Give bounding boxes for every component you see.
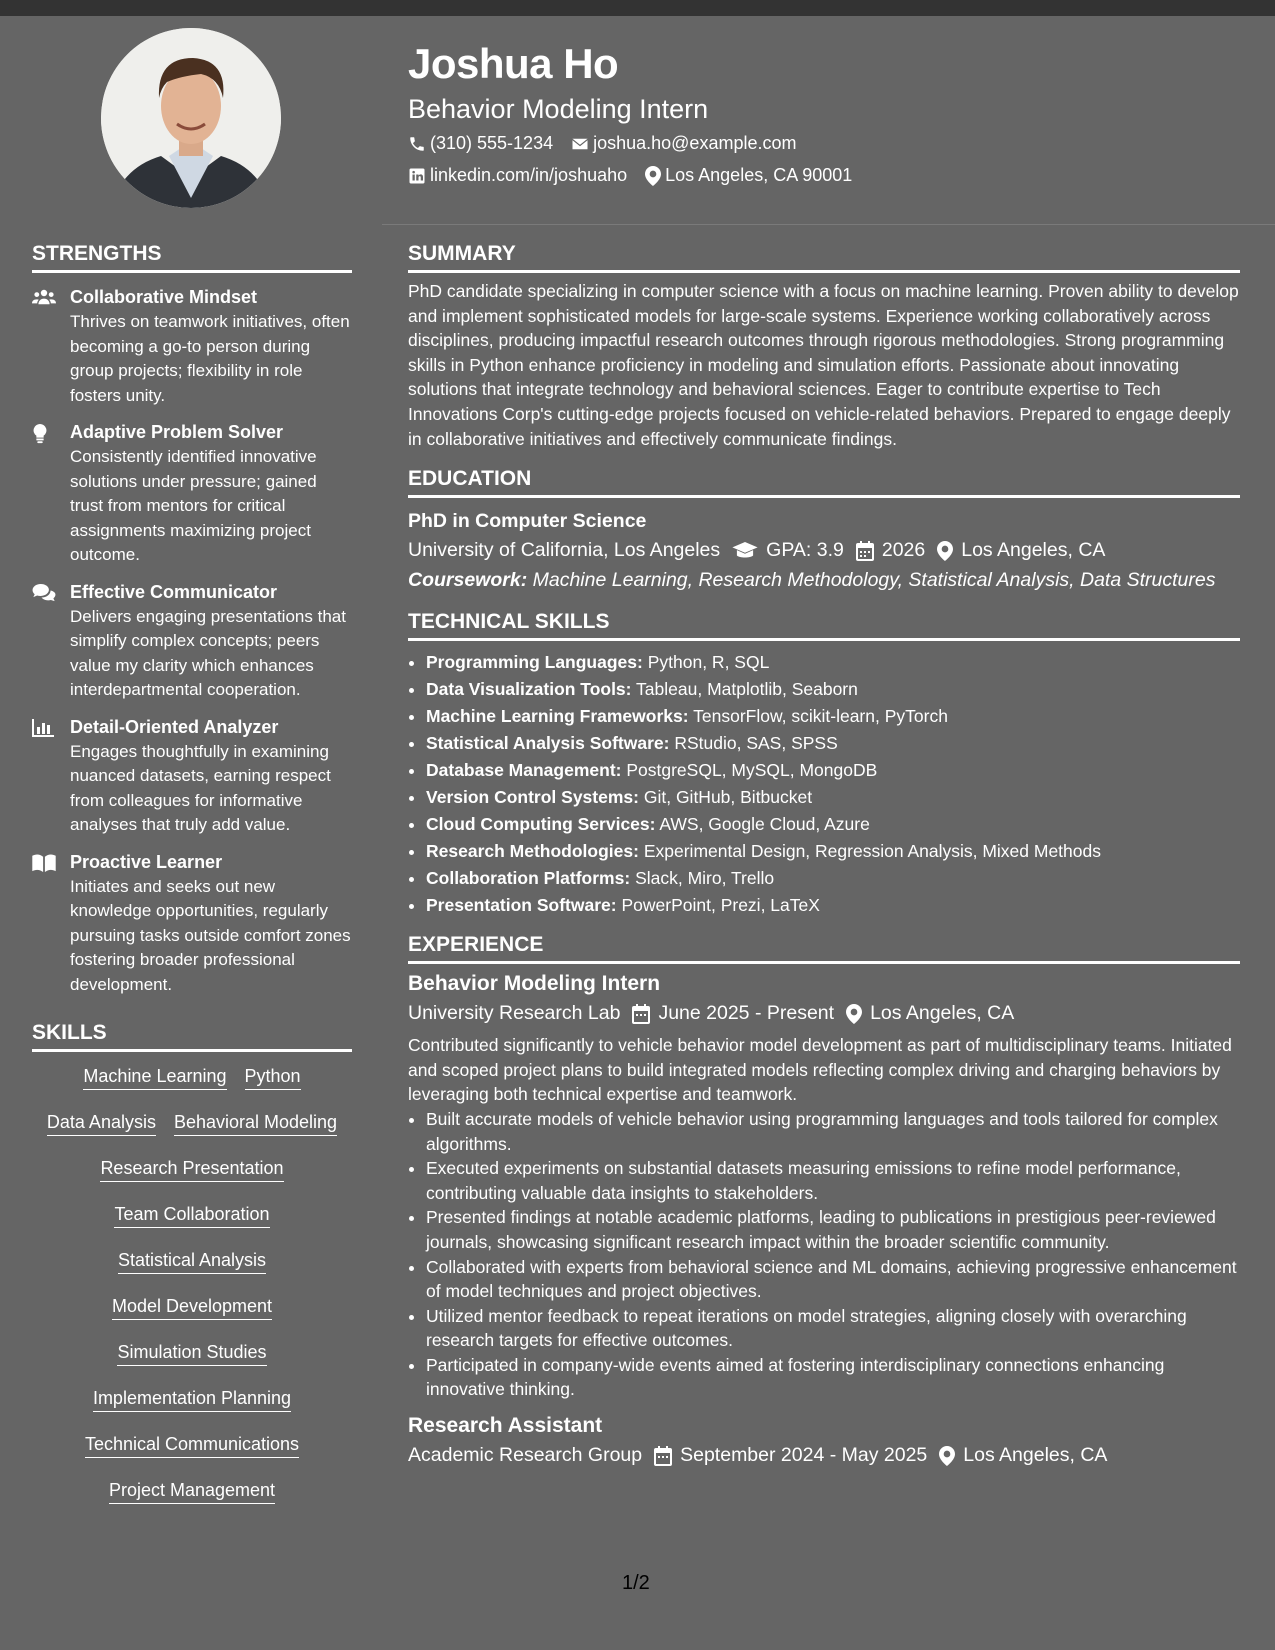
tech-skill-item xyxy=(426,649,1240,676)
job-org: University Research Lab xyxy=(408,1002,621,1025)
skill-tag: Team Collaboration xyxy=(114,1204,269,1228)
map-pin-icon xyxy=(846,1004,862,1024)
strength-heading: Adaptive Problem Solver xyxy=(70,422,284,442)
contact-row-1 xyxy=(408,133,814,154)
technical-skills-heading: TECHNICAL SKILLS xyxy=(408,610,1240,641)
job-bullets xyxy=(408,1107,1240,1402)
calendar-icon xyxy=(632,1004,650,1024)
comments-icon xyxy=(32,584,56,602)
users-icon xyxy=(32,289,56,305)
skill-tag: Behavioral Modeling xyxy=(174,1112,337,1136)
technical-skills-list xyxy=(408,649,1240,919)
phone-icon xyxy=(408,135,426,153)
map-pin-icon xyxy=(645,166,661,186)
candidate-title: Behavior Modeling Intern xyxy=(408,94,709,124)
job-bullet: • Collaborated with experts from behavioral science and ML domains, achieving progressive enhancement of model techniques and project objectives. xyxy=(426,1255,1240,1304)
skill-tag: Statistical Analysis xyxy=(118,1250,266,1274)
tech-skill-value: AWS, Google Cloud, Azure xyxy=(659,814,870,835)
degree-title: PhD in Computer Science xyxy=(408,510,647,533)
tech-skill-item xyxy=(426,757,1240,784)
linkedin-text: linkedin.com/in/joshuaho xyxy=(430,165,628,185)
location-contact xyxy=(645,165,852,186)
summary-text: PhD candidate specializing in computer science with a focus on machine learning. Proven ability to develop and implement sophisticated models for large-scale systems. Experience working collaboratively across disciplines, producing impactful research outcomes through rigorous methodologies. Strong programming skills in Python enhance proficiency in modeling and simulation efforts. Passionate about innovating solutions that integrate technology and behavioral sciences. Eager to contribute expertise to Tech Innovations Corp's cutting-edge projects focused on vehicle-related behaviors. Prepared to engage deeply in collaborative initiatives and effectively communicate findings. xyxy=(408,281,1239,449)
strengths-heading: STRENGTHS xyxy=(32,242,352,273)
map-pin-icon xyxy=(937,541,953,561)
skill-tag: Data Analysis xyxy=(47,1112,156,1136)
skill-tag: Technical Communications xyxy=(85,1434,299,1458)
strength-item xyxy=(32,582,352,703)
tech-skill-label: Programming Languages: xyxy=(426,652,643,673)
email-contact[interactable] xyxy=(571,133,796,154)
summary-heading: SUMMARY xyxy=(408,242,1240,273)
coursework-line xyxy=(408,569,1240,592)
tech-skill-label: Statistical Analysis Software: xyxy=(426,733,670,754)
tech-skill-value: TensorFlow, scikit-learn, PyTorch xyxy=(693,706,948,727)
tech-skill-item xyxy=(426,811,1240,838)
strength-text: Thrives on teamwork initiatives, often becoming a go-to person during group projects; flexibility in role fosters unity. xyxy=(70,312,350,405)
linkedin-contact[interactable] xyxy=(408,165,627,186)
strength-text: Delivers engaging presentations that simplify complex concepts; peers value my clarity which enhances interdepartmental cooperation. xyxy=(70,606,346,699)
strength-text: Consistently identified innovative solutions under pressure; gained trust from mentors for critical assignments maximizing project outcome. xyxy=(70,447,317,564)
main-column xyxy=(408,242,1240,1467)
education-heading: EDUCATION xyxy=(408,467,1240,498)
strengths-list xyxy=(32,287,352,997)
strength-heading: Effective Communicator xyxy=(70,581,278,602)
strength-text: Initiates and seeks out new knowledge opportunities, regularly pursuing tasks outside comfort zones fostering broader professional development. xyxy=(70,876,351,994)
tech-skill-value: Experimental Design, Regression Analysis, Mixed Methods xyxy=(643,841,1101,862)
skill-tag: Project Management xyxy=(109,1480,275,1504)
strength-item xyxy=(32,717,352,838)
skill-tag: Simulation Studies xyxy=(117,1342,266,1366)
tech-skill-value: Git, GitHub, Bitbucket xyxy=(643,787,813,808)
location-text: Los Angeles, CA 90001 xyxy=(665,165,853,185)
education-meta xyxy=(408,539,1240,562)
job-dates: September 2024 - May 2025 xyxy=(680,1444,928,1467)
strength-heading: Collaborative Mindset xyxy=(70,287,258,307)
job-org: Academic Research Group xyxy=(408,1444,643,1467)
strength-heading: Proactive Learner xyxy=(70,851,223,872)
job-title: Research Assistant xyxy=(408,1414,603,1438)
job-bullet: • Utilized mentor feedback to repeat iterations on model strategies, aligning closely with overarching research targets for effective outcomes. xyxy=(426,1304,1240,1353)
job-bullet: • Executed experiments on substantial datasets measuring emissions to refine model performance, contributing valuable data insights to stakeholders. xyxy=(426,1156,1240,1205)
tech-skill-item xyxy=(426,865,1240,892)
skills-list xyxy=(32,1066,352,1526)
calendar-icon xyxy=(654,1446,672,1466)
skill-tag: Implementation Planning xyxy=(93,1388,291,1412)
job-title: Behavior Modeling Intern xyxy=(408,972,661,996)
tech-skill-value: Slack, Miro, Trello xyxy=(635,868,775,889)
job-description: Contributed significantly to vehicle behavior model development as part of multidisciplinary teams. Initiated and scoped project plans to build integrated models reflecting complex driving and charging behaviors by leveraging both technical expertise and teamwork. xyxy=(408,1035,1232,1105)
strength-heading: Detail-Oriented Analyzer xyxy=(70,716,279,737)
coursework-label: Coursework: xyxy=(408,569,528,592)
experience-job xyxy=(408,1414,1240,1467)
envelope-icon xyxy=(571,135,589,153)
page-number: 1/2 xyxy=(622,1572,650,1594)
contact-row-2 xyxy=(408,165,870,186)
school-name: University of California, Los Angeles xyxy=(408,539,721,562)
job-location: Los Angeles, CA xyxy=(870,1002,1015,1025)
tech-skill-item xyxy=(426,892,1240,919)
tech-skill-value: RStudio, SAS, SPSS xyxy=(674,733,838,754)
tech-skill-item xyxy=(426,730,1240,757)
strength-item xyxy=(32,852,352,998)
strength-item xyxy=(32,422,352,568)
skills-heading: SKILLS xyxy=(32,1021,352,1052)
job-location: Los Angeles, CA xyxy=(963,1444,1108,1467)
job-bullet: • Presented findings at notable academic platforms, leading to publications in prestigious peer-reviewed journals, showcasing significant research impact within the broader scientific community. xyxy=(426,1205,1240,1254)
job-dates: June 2025 - Present xyxy=(658,1002,835,1025)
book-icon xyxy=(32,854,56,872)
calendar-icon xyxy=(856,541,874,561)
phone-text: (310) 555-1234 xyxy=(430,133,554,153)
candidate-name: Joshua Ho xyxy=(408,40,619,87)
tech-skill-label: Presentation Software: xyxy=(426,895,617,916)
tech-skill-value: Tableau, Matplotlib, Seaborn xyxy=(636,679,858,700)
job-meta xyxy=(408,1444,1240,1467)
phone-contact[interactable] xyxy=(408,133,553,154)
lightbulb-icon xyxy=(32,424,48,444)
email-text: joshua.ho@example.com xyxy=(593,133,797,153)
skill-tag: Model Development xyxy=(112,1296,272,1320)
graduation-cap-icon xyxy=(732,542,758,560)
tech-skill-item xyxy=(426,703,1240,730)
skill-tag: Research Presentation xyxy=(100,1158,283,1182)
tech-skill-label: Research Methodologies: xyxy=(426,841,639,862)
header-divider xyxy=(382,224,1275,225)
tech-skill-item xyxy=(426,676,1240,703)
tech-skill-value: PostgreSQL, MySQL, MongoDB xyxy=(626,760,878,781)
graduation-year: 2026 xyxy=(881,539,926,562)
coursework-text: Machine Learning, Research Methodology, Statistical Analysis, Data Structures xyxy=(532,569,1216,592)
tech-skill-value: Python, R, SQL xyxy=(647,652,770,673)
job-meta xyxy=(408,1002,1240,1025)
gpa-text: GPA: 3.9 xyxy=(766,539,844,562)
job-bullet: • Built accurate models of vehicle behavior using programming languages and tools tailored for complex algorithms. xyxy=(426,1107,1240,1156)
experience-job xyxy=(408,972,1240,1402)
tech-skill-label: Machine Learning Frameworks: xyxy=(426,706,689,727)
skill-tag: Python xyxy=(245,1066,301,1090)
tech-skill-value: PowerPoint, Prezi, LaTeX xyxy=(621,895,820,916)
sidebar xyxy=(32,242,352,1526)
tech-skill-item xyxy=(426,784,1240,811)
strength-text: Engages thoughtfully in examining nuanced datasets, earning respect from colleagues for informative analyses that truly add value. xyxy=(70,741,331,834)
tech-skill-label: Version Control Systems: xyxy=(426,787,639,808)
tech-skill-label: Collaboration Platforms: xyxy=(426,868,631,889)
strength-item xyxy=(32,287,352,408)
tech-skill-label: Data Visualization Tools: xyxy=(426,679,632,700)
tech-skill-item xyxy=(426,838,1240,865)
bar-chart-icon xyxy=(32,719,54,737)
top-bar xyxy=(0,0,1275,16)
tech-skill-label: Cloud Computing Services: xyxy=(426,814,656,835)
experience-heading: EXPERIENCE xyxy=(408,933,1240,964)
linkedin-icon xyxy=(408,167,426,185)
education-location: Los Angeles, CA xyxy=(961,539,1106,562)
map-pin-icon xyxy=(939,1446,955,1466)
job-bullet: • Participated in company-wide events aimed at fostering interdisciplinary connections enhancing innovative thinking. xyxy=(426,1353,1240,1402)
tech-skill-label: Database Management: xyxy=(426,760,622,781)
profile-photo xyxy=(101,28,281,208)
skill-tag: Machine Learning xyxy=(83,1066,226,1090)
